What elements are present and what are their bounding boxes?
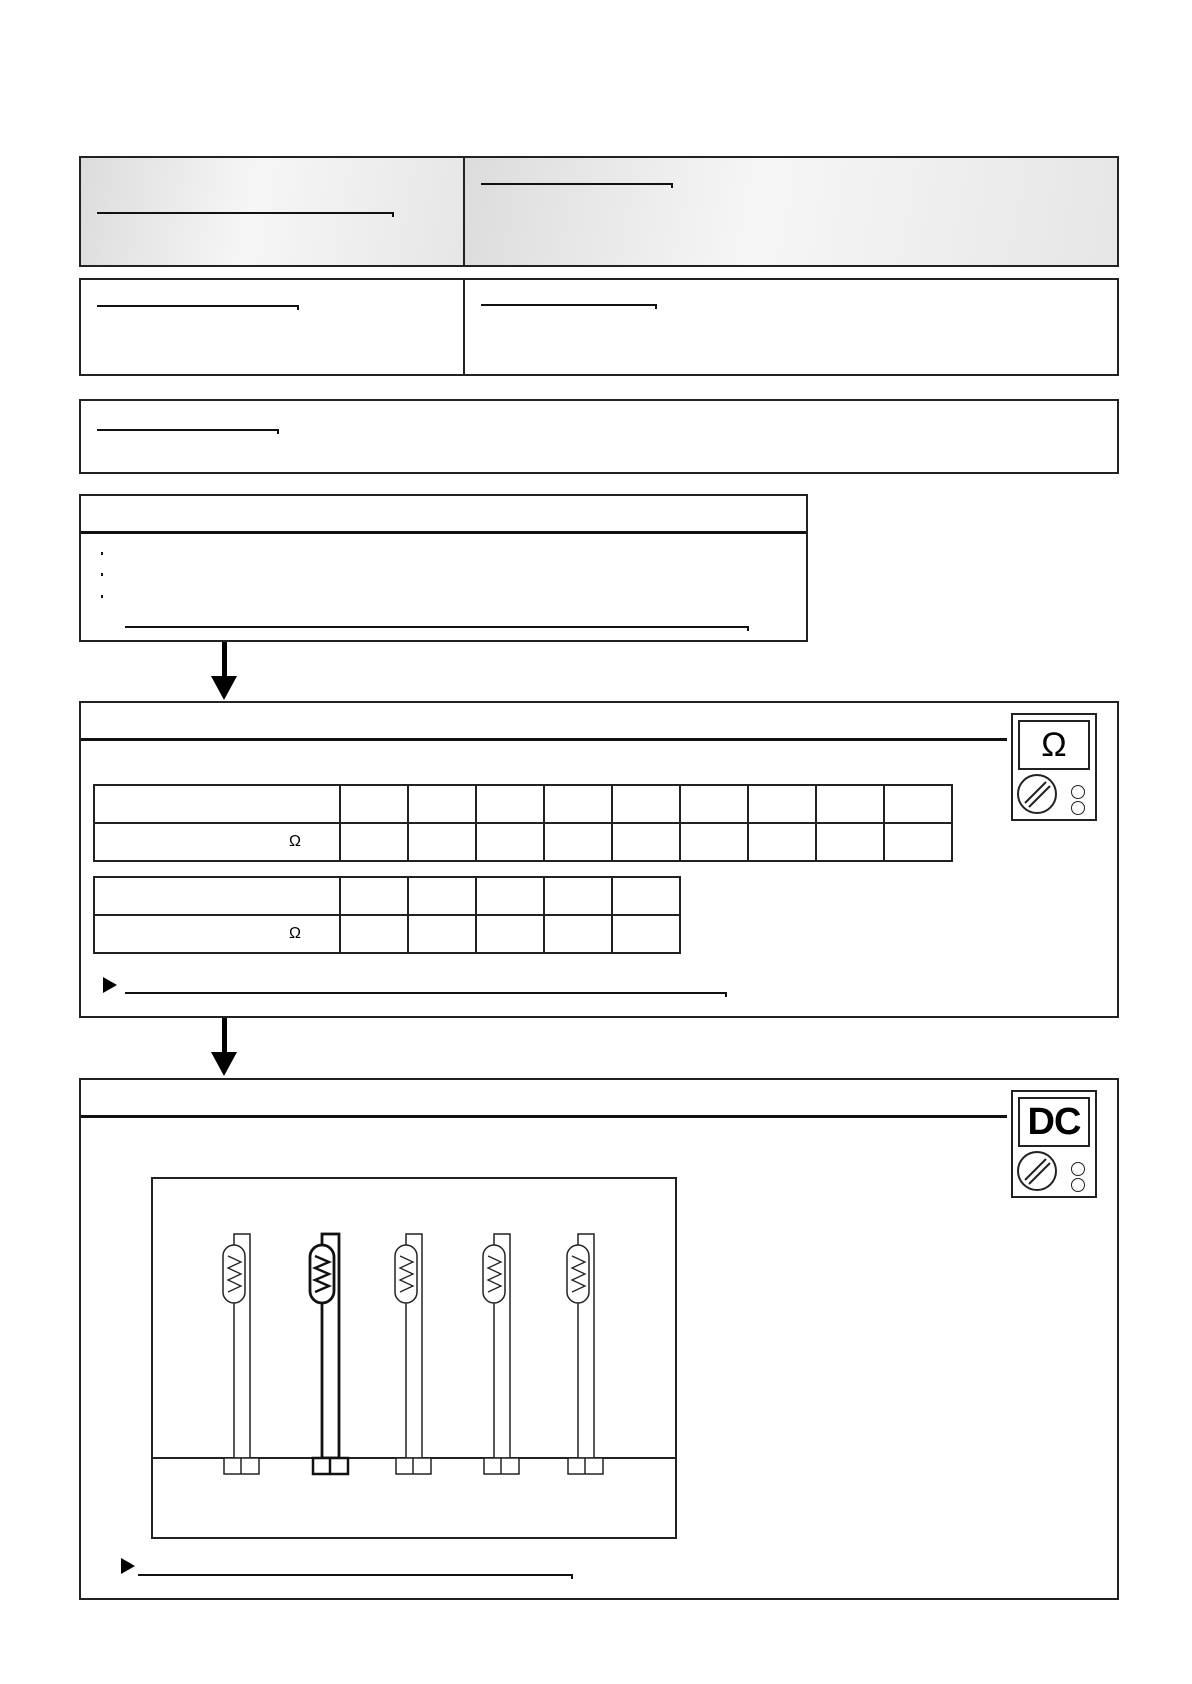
info-left-underline <box>97 305 297 307</box>
info-right-panel <box>463 278 1119 376</box>
resistance-unit-label: Ω <box>94 823 340 861</box>
table-row <box>94 915 680 953</box>
dc-voltmeter-icon <box>1011 1090 1097 1198</box>
resistance-unit-label: Ω <box>94 915 340 953</box>
bullet-3 <box>101 595 103 598</box>
voltage-step-header-rule <box>81 1115 1007 1118</box>
voltmeter-display: DC <box>1018 1097 1090 1147</box>
result-pointer-icon <box>121 1558 135 1574</box>
bullet-1 <box>101 552 103 555</box>
description-underline <box>97 429 277 431</box>
voltage-result-underline <box>138 1574 571 1576</box>
description-panel <box>79 399 1119 474</box>
resistance-step-header-rule <box>81 738 1007 741</box>
flow-arrow-1-shaft <box>222 642 227 676</box>
header-right-underline <box>481 183 671 185</box>
bullet-2 <box>101 573 103 576</box>
info-left-panel <box>79 278 465 376</box>
ohmmeter-display: Ω <box>1018 720 1090 770</box>
preliminary-checks-header-rule <box>81 531 806 534</box>
resistance-result-underline <box>125 992 725 994</box>
voltage-check-step <box>79 1078 1119 1600</box>
flow-arrow-2-shaft <box>222 1018 227 1052</box>
preliminary-checks-underline <box>125 626 747 628</box>
meter-dial-icon <box>1016 773 1058 815</box>
meter-jack-icon <box>1071 1162 1085 1176</box>
fuse-connector-diagram <box>151 1177 677 1539</box>
header-right-panel <box>463 156 1119 267</box>
resistance-table-2 <box>93 876 681 954</box>
meter-dial-icon <box>1016 1150 1058 1192</box>
table-row <box>94 823 952 861</box>
meter-jack-icon <box>1071 1178 1085 1192</box>
header-left-panel <box>79 156 465 267</box>
ohmmeter-icon <box>1011 713 1097 821</box>
table-row <box>94 877 680 915</box>
meter-jack-icon <box>1071 785 1085 799</box>
meter-jack-icon <box>1071 801 1085 815</box>
info-right-underline <box>481 304 655 306</box>
flow-arrow-1-head <box>211 676 237 700</box>
resistance-table-1 <box>93 784 953 862</box>
flow-arrow-2-head <box>211 1052 237 1076</box>
table-row <box>94 785 952 823</box>
preliminary-checks-box <box>79 494 808 642</box>
resistance-check-step <box>79 701 1119 1018</box>
result-pointer-icon <box>103 977 117 993</box>
header-left-underline <box>97 212 392 214</box>
